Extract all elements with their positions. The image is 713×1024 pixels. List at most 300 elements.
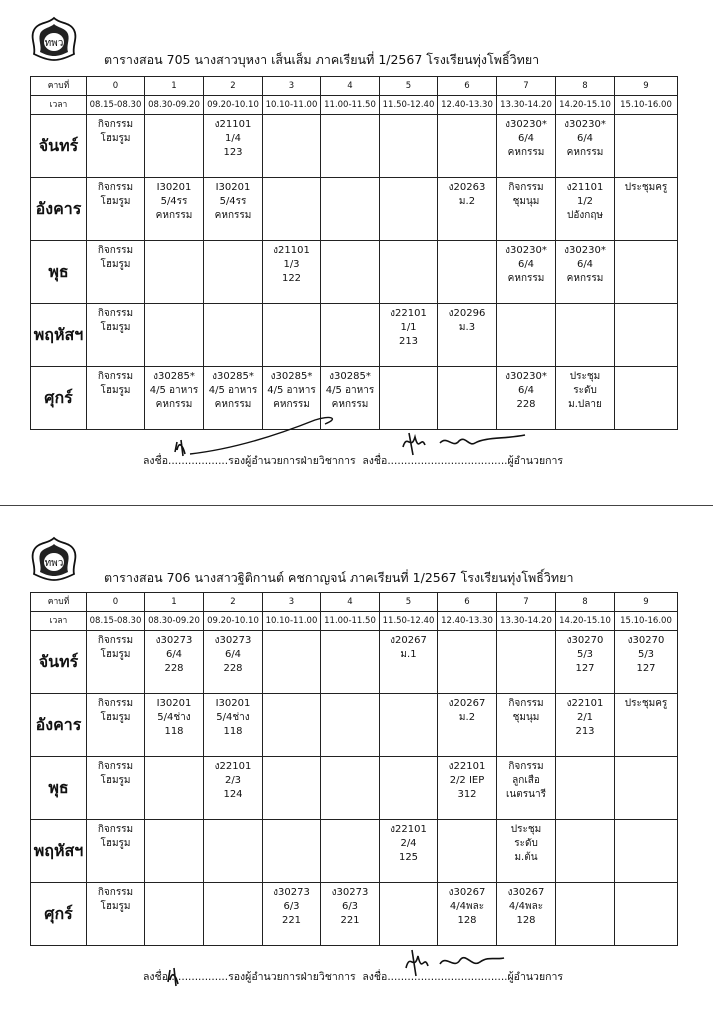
timetable-cell [263,694,321,757]
cell-text: คหกรรม [214,210,252,221]
timetable-cell [321,304,380,367]
timetable-cell [556,631,615,694]
timetable-cell [615,115,678,178]
cell-text: 5/3 [637,649,655,660]
cell-text: 6/4 [576,133,594,144]
timetable-cell [497,820,556,883]
cell-text: กิจกรรม [97,371,134,382]
cell-text: 213 [575,726,595,737]
timetable-cell [321,883,380,946]
timetable-cell [145,178,204,241]
timetable-cell [204,115,263,178]
timetable-cell [321,241,380,304]
timetable-cell [497,115,556,178]
cell-text: เนตรนารี [506,789,546,800]
cell-text: 5/3 [576,649,594,660]
cell-text: I30201 [215,182,251,193]
cell-text: คหกรรม [331,399,369,410]
time-slot: 11.50-12.40 [380,96,438,115]
cell-text: ประชุมครู [624,698,668,709]
timetable-cell [263,241,321,304]
cell-text: ม.2 [458,712,476,723]
sign-dots: .............. [181,455,229,467]
timetable-cell [145,694,204,757]
timetable-cell [204,241,263,304]
timetable-cell [87,178,145,241]
time-slot: 08.30-09.20 [145,612,204,631]
day-name: อังคาร [31,178,87,241]
cell-text: 6/4 [165,649,183,660]
period-number: 8 [556,593,615,612]
cell-text: ม.2 [458,196,476,207]
cell-text: คหกรรม [507,273,545,284]
timetable-cell [380,304,438,367]
time-slot: 08.30-09.20 [145,96,204,115]
period-header-row [31,77,678,96]
timetable-cell [438,820,497,883]
timetable-cell [556,304,615,367]
cell-text: ชุมนุม [512,196,540,207]
cell-text: ระดับ [573,385,597,396]
cell-text: กิจกรรม [97,182,134,193]
day-row [31,757,678,820]
time-slot: 13.30-14.20 [497,96,556,115]
cell-text: ง30270 [566,635,604,646]
director-role: ผู้อำนวยการ [507,971,563,983]
cell-text: 221 [281,915,302,926]
timetable-cell [380,757,438,820]
time-slot: 10.10-11.00 [263,96,321,115]
time-slot: 12.40-13.30 [438,96,497,115]
cell-text: โฮมรูม [100,196,131,207]
cell-text: 228 [516,399,536,410]
school-emblem-logo [30,536,78,582]
period-number: 0 [87,593,145,612]
timetable-cell [615,241,678,304]
timetable-cell [321,115,380,178]
cell-text: โฮมรูม [100,385,131,396]
timetable-cell [556,178,615,241]
cell-text: โฮมรูม [100,322,131,333]
time-slot: 08.15-08.30 [87,96,145,115]
cell-text: โฮมรูม [100,712,131,723]
time-slot: 09.20-10.10 [204,612,263,631]
cell-text: 127 [575,663,595,674]
timetable-cell [145,115,204,178]
cell-text: 1/2 [576,196,594,207]
timetable-cell [204,631,263,694]
timetable-cell [497,631,556,694]
day-row [31,241,678,304]
cell-text: 6/3 [341,901,359,912]
handwritten-signature-director [400,944,510,979]
cell-text: 2/1 [576,712,594,723]
timetable-cell [145,757,204,820]
time-slot: 09.20-10.10 [204,96,263,115]
cell-text: ง30285* [212,371,254,382]
period-number: 2 [204,77,263,96]
cell-text: กิจกรรม [97,308,134,319]
cell-text: ง22101 [390,824,427,835]
timetable-cell [263,115,321,178]
cell-text: 2/2 IEP [449,775,485,786]
cell-text: ม.ต้น [514,852,538,863]
timetable-cell [204,757,263,820]
cell-text: ง20267 [390,635,427,646]
timetable-cell [380,115,438,178]
timetable-cell [556,883,615,946]
sign-prefix: ลงชื่อ... [362,971,398,983]
cell-text: โฮมรูม [100,259,131,270]
cell-text: กิจกรรม [97,119,134,130]
timetable-cell [438,241,497,304]
day-name: พฤหัสฯ [31,820,87,883]
timetable-cell [263,178,321,241]
day-row [31,304,678,367]
timetable-cell [497,241,556,304]
cell-text: ประชุม [569,371,601,382]
cell-text: โฮมรูม [100,133,131,144]
timetable-cell [438,178,497,241]
cell-text: ง30230* [564,119,606,130]
timetable-cell [263,883,321,946]
cell-text: กิจกรรม [97,245,134,256]
cell-text: ชุมนุม [512,712,540,723]
cell-text: ลูกเสือ [512,775,540,786]
timetable-cell [263,820,321,883]
cell-text: ง30273 [331,887,369,898]
cell-text: 4/5 อาหาร [149,385,199,396]
time-slot: 11.00-11.50 [321,96,380,115]
timetable-cell [615,178,678,241]
period-number: 1 [145,593,204,612]
day-name: ศุกร์ [31,883,87,946]
timetable-cell [497,757,556,820]
cell-text: 118 [164,726,184,737]
cell-text: 125 [398,852,419,863]
timetable-cell [321,631,380,694]
timetable [30,76,678,430]
day-row [31,883,678,946]
timetable-cell [321,178,380,241]
cell-text: ประชุม [510,824,542,835]
sign-dots: ................................. [397,971,508,983]
cell-text: 1/1 [400,322,417,333]
time-slot: 13.30-14.20 [497,612,556,631]
timetable-cell [556,115,615,178]
timetable-cell [497,694,556,757]
timetable-cell [438,304,497,367]
day-name: ศุกร์ [31,367,87,430]
timetable-cell [438,757,497,820]
timetable-cell [615,367,678,430]
cell-text: 127 [636,663,656,674]
day-name: อังคาร [31,694,87,757]
cell-text: 4/4พละ [508,901,544,912]
period-number: 3 [263,593,321,612]
timetable-cell [556,820,615,883]
cell-text: ง30285* [270,371,313,382]
timetable-cell [87,304,145,367]
cell-text: กิจกรรม [97,698,134,709]
cell-text: ม.1 [400,649,417,660]
cell-text: 128 [516,915,536,926]
cell-text: 228 [223,663,243,674]
period-number: 6 [438,77,497,96]
cell-text: 213 [398,336,419,347]
cell-text: ง30273 [273,887,310,898]
cell-text: คหกรรม [155,210,193,221]
timetable-cell [380,694,438,757]
cell-text: 6/4 [517,133,535,144]
cell-text: กิจกรรม [97,824,134,835]
time-slot: 12.40-13.30 [438,612,497,631]
cell-text: ง30230* [505,371,547,382]
timetable [30,592,678,946]
handwritten-signature-deputy [165,410,365,465]
time-slot: 14.20-15.10 [556,612,615,631]
period-number: 5 [380,77,438,96]
time-header-row [31,612,678,631]
time-slot: 10.10-11.00 [263,612,321,631]
timetable-cell [87,757,145,820]
cell-text: โฮมรูม [100,775,131,786]
cell-text: ง30230* [505,119,547,130]
timetable-cell [438,115,497,178]
cell-text: 6/4 [517,259,535,270]
timetable-cell [145,820,204,883]
cell-text: ง30267 [448,887,486,898]
cell-text: ง21101 [566,182,604,193]
timetable-cell [204,178,263,241]
cell-text: ระดับ [514,838,538,849]
timetable-cell [497,367,556,430]
day-row [31,631,678,694]
cell-text: 6/4 [224,649,242,660]
period-number: 4 [321,77,380,96]
cell-text: 1/4 [224,133,242,144]
day-row [31,820,678,883]
period-number: 1 [145,77,204,96]
sign-dots: .............. [181,971,229,983]
timetable-cell [615,757,678,820]
cell-text: ง20267 [448,698,486,709]
day-name: พุธ [31,241,87,304]
timetable-cell [438,694,497,757]
cell-text: ง30230* [564,245,606,256]
cell-text: 4/4พละ [449,901,485,912]
handwritten-signature-deputy [160,958,200,988]
cell-text: ง30270 [627,635,665,646]
cell-text: ง22101 [214,761,252,772]
timetable-cell [380,631,438,694]
time-slot: 11.50-12.40 [380,612,438,631]
period-number: 9 [615,77,678,96]
time-header-row [31,96,678,115]
cell-text: 221 [340,915,360,926]
cell-text: กิจกรรม [508,698,544,709]
cell-text: โฮมรูม [100,649,131,660]
day-row [31,694,678,757]
cell-text: กิจกรรม [508,182,544,193]
period-number: 6 [438,593,497,612]
timetable-cell [321,820,380,883]
cell-text: โฮมรูม [100,901,131,912]
timetable-cell [556,757,615,820]
cell-text: 4/5 อาหาร [325,385,375,396]
day-row [31,115,678,178]
cell-text: 2/3 [224,775,242,786]
cell-text: 118 [223,726,243,737]
timetable-cell [380,241,438,304]
time-slot: 15.10-16.00 [615,612,678,631]
cell-text: ปอังกฤษ [567,210,603,221]
timetable-cell [438,367,497,430]
day-row [31,178,678,241]
cell-text: กิจกรรม [97,761,134,772]
period-number: 2 [204,593,263,612]
timetable-cell [556,241,615,304]
cell-text: 6/3 [283,901,300,912]
deputy-director-role: รองผู้อำนวยการฝ่ายวิชาการ [228,971,356,983]
timetable-cell [615,631,678,694]
timetable-cell [204,883,263,946]
timetable-cell [615,694,678,757]
cell-text: 1/3 [283,259,300,270]
cell-text: ง30285* [329,371,371,382]
svg-text:ทพว: ทพว [44,38,64,49]
timetable-cell [556,694,615,757]
period-label: คาบที่ [31,593,87,612]
period-number: 0 [87,77,145,96]
cell-text: คหกรรม [214,399,252,410]
timetable-cell [87,115,145,178]
timetable-cell [556,367,615,430]
cell-text: I30201 [156,698,192,709]
sign-dots: ................................. [397,455,508,467]
period-number: 7 [497,77,556,96]
timetable-cell [145,883,204,946]
cell-text: ง22101 [390,308,427,319]
timetable-cell [87,694,145,757]
cell-text: 6/4 [517,385,535,396]
timetable-cell [145,631,204,694]
timetable-cell [263,304,321,367]
cell-text: กิจกรรม [97,635,134,646]
cell-text: 5/4ช่าง [157,712,191,723]
cell-text: 4/5 อาหาร [208,385,258,396]
period-number: 9 [615,593,678,612]
schedule-title: ตารางสอน 706 นางสาวฐิติกานต์ คชกาญจน์ ภาคเรียนที่ 1/2567 โรงเรียนทุ่งโพธิ์วิทยา [104,570,574,585]
cell-text: ง21101 [214,119,252,130]
timetable-cell [497,304,556,367]
timetable-cell [438,631,497,694]
timetable-cell [204,820,263,883]
timetable-cell [145,241,204,304]
cell-text: ง20296 [448,308,486,319]
cell-text: ง20263 [448,182,486,193]
timetable-cell [204,694,263,757]
cell-text: ประชุมครู [624,182,668,193]
timetable-cell [380,883,438,946]
timetable-cell [438,883,497,946]
cell-text: 5/4ช่าง [216,712,250,723]
timetable-cell [145,304,204,367]
timetable-cell [380,820,438,883]
timetable-cell [87,241,145,304]
cell-text: กิจกรรม [97,887,134,898]
handwritten-signature-director [395,425,535,460]
period-number: 5 [380,593,438,612]
period-number: 3 [263,77,321,96]
cell-text: ง21101 [273,245,310,256]
cell-text: 6/4 [576,259,594,270]
cell-text: 123 [223,147,243,158]
timetable-cell [615,820,678,883]
deputy-director-role: รองผู้อำนวยการฝ่ายวิชาการ [228,455,356,467]
timetable-cell [263,631,321,694]
period-number: 7 [497,593,556,612]
cell-text: I30201 [215,698,251,709]
timetable-cell [204,304,263,367]
day-name: จันทร์ [31,115,87,178]
sign-prefix: ลงชื่อ... [362,455,398,467]
svg-text:ทพว: ทพว [44,558,64,569]
cell-text: ม.ปลาย [568,399,602,410]
cell-text: 2/4 [400,838,417,849]
schedule-title: ตารางสอน 705 นางสาวบุหงา เส็นเส็ม ภาคเรียนที่ 1/2567 โรงเรียนทุ่งโพธิ์วิทยา [104,52,540,67]
period-label: คาบที่ [31,77,87,96]
cell-text: 228 [164,663,184,674]
timetable-cell [321,694,380,757]
sign-prefix: ลงชื่อ.... [143,971,182,983]
cell-text: I30201 [156,182,192,193]
cell-text: คหกรรม [507,147,545,158]
cell-text: คหกรรม [566,273,604,284]
cell-text: ม.3 [458,322,476,333]
cell-text: โฮมรูม [100,838,131,849]
cell-text: 128 [457,915,477,926]
timetable-cell [497,883,556,946]
timetable-cell [87,883,145,946]
timetable-cell [380,178,438,241]
time-label: เวลา [31,612,87,631]
timetable-cell [321,757,380,820]
timetable-cell [87,820,145,883]
cell-text: คหกรรม [155,399,193,410]
cell-text: 5/4รร [219,196,247,207]
cell-text: 5/4รร [160,196,188,207]
time-slot: 08.15-08.30 [87,612,145,631]
director-role: ผู้อำนวยการ [507,455,563,467]
cell-text: ง30230* [505,245,547,256]
cell-text: คหกรรม [273,399,310,410]
cell-text: คหกรรม [566,147,604,158]
timetable-cell [380,367,438,430]
time-slot: 14.20-15.10 [556,96,615,115]
schedule-705 [0,0,713,505]
timetable-cell [615,304,678,367]
timetable-cell [87,631,145,694]
cell-text: 122 [281,273,302,284]
timetable-cell [87,367,145,430]
cell-text: ง22101 [448,761,486,772]
school-emblem-logo [30,16,78,62]
cell-text: 312 [457,789,477,800]
time-slot: 11.00-11.50 [321,612,380,631]
period-number: 8 [556,77,615,96]
period-number: 4 [321,593,380,612]
